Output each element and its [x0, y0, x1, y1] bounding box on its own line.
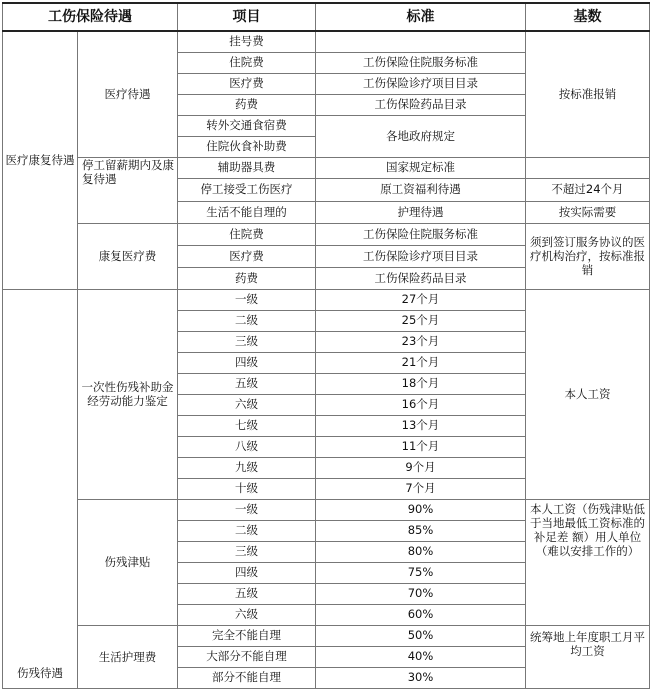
item-cell: 停工接受工伤医疗 [178, 178, 316, 201]
base-medical-care: 按标准报销 [526, 31, 650, 157]
standard-cell: 工伤保险住院服务标准 [316, 52, 526, 73]
base-nursing: 统筹地上年度职工月平均工资 [526, 625, 650, 688]
item-cell: 二级 [178, 310, 316, 331]
standard-cell: 各地政府规定 [316, 115, 526, 157]
table-row [3, 223, 650, 245]
item-cell: 八级 [178, 436, 316, 457]
table-row [3, 625, 650, 646]
standard-cell: 25个月 [316, 310, 526, 331]
group-allowance: 伤残津贴 [78, 499, 178, 625]
header-benefit: 工伤保险待遇 [3, 3, 178, 31]
base-allowance: 本人工资（伤残津贴低于当地最低工资标准的补足差 额）用人单位（难以安排工作的） [526, 499, 650, 625]
item-cell: 药费 [178, 267, 316, 289]
header-item: 项目 [178, 3, 316, 31]
item-cell: 一级 [178, 289, 316, 310]
item-cell: 住院费 [178, 52, 316, 73]
table-row [3, 157, 650, 178]
table-row [3, 31, 650, 52]
standard-cell: 原工资福利待遇 [316, 178, 526, 201]
item-cell: 四级 [178, 562, 316, 583]
item-cell: 五级 [178, 373, 316, 394]
item-cell: 转外交通食宿费 [178, 115, 316, 136]
standard-cell: 90% [316, 499, 526, 520]
item-cell: 药费 [178, 94, 316, 115]
item-cell: 生活不能自理的 [178, 201, 316, 223]
group-suspension: 停工留薪期内及康复待遇 [78, 157, 178, 223]
standard-cell: 工伤保险药品目录 [316, 94, 526, 115]
item-cell: 一级 [178, 499, 316, 520]
standard-cell [316, 31, 526, 52]
item-cell: 完全不能自理 [178, 625, 316, 646]
category-medical: 医疗康复待遇 [3, 31, 78, 289]
standard-cell: 60% [316, 604, 526, 625]
item-cell: 三级 [178, 541, 316, 562]
standard-cell: 70% [316, 583, 526, 604]
group-medical-care: 医疗待遇 [78, 31, 178, 157]
table-row [3, 499, 650, 520]
item-cell: 五级 [178, 583, 316, 604]
base-lump-sum: 本人工资 [526, 289, 650, 499]
base-cell: 不超过24个月 [526, 178, 650, 201]
standard-cell: 27个月 [316, 289, 526, 310]
standard-cell: 16个月 [316, 394, 526, 415]
category-disability: 伤残待遇 [3, 289, 78, 688]
standard-cell: 工伤保险住院服务标准 [316, 223, 526, 245]
base-cell [526, 157, 650, 178]
standard-cell: 23个月 [316, 331, 526, 352]
base-rehab: 须到签订服务协议的医疗机构治疗，按标准报销 [526, 223, 650, 289]
item-cell: 十级 [178, 478, 316, 499]
item-cell: 四级 [178, 352, 316, 373]
item-cell: 二级 [178, 520, 316, 541]
item-cell: 六级 [178, 604, 316, 625]
standard-cell: 工伤保险药品目录 [316, 267, 526, 289]
item-cell: 六级 [178, 394, 316, 415]
header-standard: 标准 [316, 3, 526, 31]
item-cell: 九级 [178, 457, 316, 478]
standard-cell: 工伤保险诊疗项目目录 [316, 245, 526, 267]
item-cell: 辅助器具费 [178, 157, 316, 178]
standard-cell: 50% [316, 625, 526, 646]
item-cell: 医疗费 [178, 73, 316, 94]
standard-cell: 85% [316, 520, 526, 541]
standard-cell: 9个月 [316, 457, 526, 478]
standard-cell: 11个月 [316, 436, 526, 457]
group-nursing: 生活护理费 [78, 625, 178, 688]
item-cell: 七级 [178, 415, 316, 436]
item-cell: 部分不能自理 [178, 667, 316, 688]
standard-cell: 18个月 [316, 373, 526, 394]
standard-cell: 护理待遇 [316, 201, 526, 223]
item-cell: 住院费 [178, 223, 316, 245]
header-row [3, 3, 650, 31]
standard-cell: 国家规定标准 [316, 157, 526, 178]
header-base: 基数 [526, 3, 650, 31]
standard-cell: 40% [316, 646, 526, 667]
standard-cell: 工伤保险诊疗项目目录 [316, 73, 526, 94]
item-cell: 大部分不能自理 [178, 646, 316, 667]
standard-cell: 7个月 [316, 478, 526, 499]
standard-cell: 80% [316, 541, 526, 562]
standard-cell: 21个月 [316, 352, 526, 373]
base-cell: 按实际需要 [526, 201, 650, 223]
item-cell: 医疗费 [178, 245, 316, 267]
standard-cell: 30% [316, 667, 526, 688]
group-lump-sum: 一次性伤残补助金经劳动能力鉴定 [78, 289, 178, 499]
standard-cell: 13个月 [316, 415, 526, 436]
item-cell: 住院伙食补助费 [178, 136, 316, 157]
group-rehab: 康复医疗费 [78, 223, 178, 289]
table-row [3, 289, 650, 310]
item-cell: 挂号费 [178, 31, 316, 52]
standard-cell: 75% [316, 562, 526, 583]
item-cell: 三级 [178, 331, 316, 352]
benefits-table [2, 2, 650, 689]
